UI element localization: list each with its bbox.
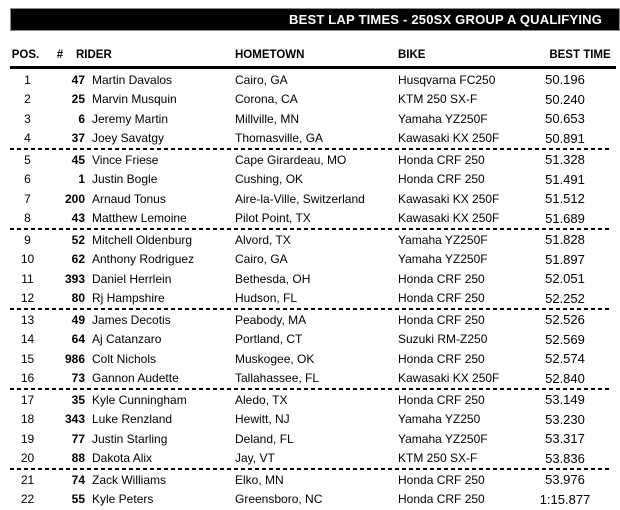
cell-num: 88 (71, 451, 85, 466)
table-row (10, 470, 610, 490)
cell-num: 37 (71, 131, 85, 146)
cell-hometown: Cairo, GA (235, 252, 288, 267)
table-row (10, 429, 610, 449)
cell-pos: 21 (20, 472, 35, 487)
cell-bike: Kawasaki KX 250F (398, 211, 500, 226)
cell-time: 51.897 (545, 251, 585, 267)
cell-num: 1 (78, 172, 85, 187)
cell-num: 74 (71, 472, 85, 487)
cell-hometown: Muskogee, OK (235, 351, 315, 366)
table-row (10, 230, 610, 250)
table-row (10, 129, 610, 149)
cell-num: 25 (71, 92, 85, 107)
title-bar (10, 8, 620, 31)
cell-pos: 9 (24, 232, 31, 247)
table-header-row (10, 45, 610, 65)
cell-bike: Honda CRF 250 (398, 351, 485, 366)
cell-num: 35 (71, 392, 85, 407)
table-row (10, 209, 610, 229)
cell-bike: Honda CRF 250 (398, 392, 485, 407)
cell-rider: Luke Renzland (92, 412, 173, 427)
cell-bike: Kawasaki KX 250F (398, 371, 500, 386)
cell-bike: Honda CRF 250 (398, 172, 485, 187)
cell-hometown: Cape Girardeau, MO (235, 152, 347, 167)
cell-num: 80 (71, 291, 85, 306)
cell-pos: 8 (24, 211, 31, 226)
cell-time: 51.491 (545, 171, 585, 187)
table-row (10, 289, 610, 309)
col-header-rider: RIDER (76, 49, 112, 61)
cell-time: 53.976 (545, 472, 585, 488)
table-row (10, 330, 610, 350)
col-header-bike: BIKE (398, 49, 426, 61)
cell-hometown: Hewitt, NJ (235, 412, 290, 427)
cell-pos: 15 (20, 351, 35, 366)
cell-pos: 22 (20, 492, 35, 507)
cell-rider: Jeremy Martin (92, 111, 169, 126)
table-row (10, 369, 610, 389)
cell-hometown: Tallahassee, FL (235, 371, 320, 386)
cell-pos: 3 (24, 111, 31, 126)
cell-rider: Marvin Musquin (92, 92, 177, 107)
cell-bike: KTM 250 SX-F (398, 92, 478, 107)
cell-pos: 6 (24, 172, 31, 187)
cell-bike: Yamaha YZ250F (398, 232, 488, 247)
cell-bike: Kawasaki KX 250F (398, 191, 500, 206)
col-header-hometown: HOMETOWN (235, 49, 305, 61)
cell-time: 51.828 (545, 232, 585, 248)
cell-hometown: Corona, CA (235, 92, 298, 107)
cell-bike: Suzuki RM-Z250 (398, 332, 488, 347)
cell-num: 43 (71, 211, 85, 226)
cell-rider: Vince Friese (92, 152, 159, 167)
cell-time: 52.840 (545, 370, 585, 386)
table-row (10, 250, 610, 270)
cell-pos: 10 (20, 252, 35, 267)
cell-num: 6 (78, 111, 85, 126)
cell-rider: Kyle Peters (92, 492, 154, 507)
cell-pos: 17 (20, 392, 35, 407)
table-row (10, 390, 610, 410)
cell-pos: 5 (24, 152, 31, 167)
cell-bike: Husqvarna FC250 (398, 72, 496, 87)
cell-pos: 1 (24, 72, 31, 87)
table-row (10, 449, 610, 469)
cell-bike: Honda CRF 250 (398, 492, 485, 507)
table-row (10, 90, 610, 110)
cell-num: 62 (71, 252, 85, 267)
col-header-best-time: BEST TIME (549, 49, 611, 61)
cell-rider: Matthew Lemoine (92, 211, 187, 226)
cell-time: 51.689 (545, 210, 585, 226)
cell-num: 343 (64, 412, 85, 427)
cell-rider: Arnaud Tonus (92, 191, 166, 206)
cell-num: 73 (71, 371, 85, 386)
cell-hometown: Pilot Point, TX (235, 211, 311, 226)
cell-time: 50.196 (545, 72, 585, 88)
cell-pos: 18 (20, 412, 35, 427)
cell-time: 52.051 (545, 271, 585, 287)
cell-rider: Justin Starling (92, 431, 168, 446)
cell-time: 53.836 (545, 450, 585, 466)
cell-num: 47 (71, 72, 85, 87)
cell-bike: Yamaha YZ250F (398, 111, 488, 126)
cell-rider: Aj Catanzaro (92, 332, 162, 347)
table-row (10, 189, 610, 209)
cell-bike: Honda CRF 250 (398, 152, 485, 167)
cell-rider: Colt Nichols (92, 351, 157, 366)
table-row (10, 269, 610, 289)
table-row (10, 410, 610, 430)
cell-time: 53.317 (545, 431, 585, 447)
cell-num: 986 (64, 351, 85, 366)
cell-hometown: Thomasville, GA (235, 131, 324, 146)
cell-hometown: Millville, MN (235, 111, 299, 126)
cell-bike: Kawasaki KX 250F (398, 131, 500, 146)
cell-hometown: Aledo, TX (235, 392, 288, 407)
cell-bike: Yamaha YZ250F (398, 252, 488, 267)
cell-num: 77 (71, 431, 85, 446)
header-rule (10, 66, 616, 69)
cell-bike: Yamaha YZ250F (398, 431, 488, 446)
cell-pos: 2 (24, 92, 31, 107)
cell-hometown: Alvord, TX (235, 232, 291, 247)
cell-time: 50.240 (545, 91, 585, 107)
cell-time: 52.574 (545, 351, 585, 367)
cell-bike: Honda CRF 250 (398, 271, 485, 286)
cell-num: 45 (71, 152, 85, 167)
cell-pos: 16 (20, 371, 35, 386)
cell-time: 53.149 (545, 392, 585, 408)
table-row (10, 150, 610, 170)
cell-bike: Honda CRF 250 (398, 472, 485, 487)
cell-hometown: Elko, MN (235, 472, 284, 487)
cell-hometown: Greensboro, NC (235, 492, 323, 507)
cell-hometown: Portland, CT (235, 332, 303, 347)
cell-time: 53.230 (545, 411, 585, 427)
table-row (10, 490, 610, 510)
cell-rider: Mitchell Oldenburg (92, 232, 193, 247)
cell-rider: Joey Savatgy (92, 131, 165, 146)
cell-num: 393 (64, 271, 85, 286)
cell-pos: 11 (21, 271, 34, 286)
cell-rider: Rj Hampshire (92, 291, 165, 306)
cell-time: 1:15.877 (539, 491, 591, 507)
cell-pos: 14 (20, 332, 35, 347)
cell-hometown: Peabody, MA (235, 312, 307, 327)
cell-num: 49 (71, 312, 85, 327)
cell-num: 55 (71, 492, 85, 507)
page-title: BEST LAP TIMES - 250SX GROUP A QUALIFYING (289, 12, 603, 27)
cell-bike: KTM 250 SX-F (398, 451, 478, 466)
table-row (10, 310, 610, 330)
cell-hometown: Jay, VT (235, 451, 275, 466)
cell-pos: 12 (20, 291, 35, 306)
cell-rider: Justin Bogle (92, 172, 158, 187)
cell-time: 51.328 (545, 152, 585, 168)
cell-pos: 20 (20, 451, 35, 466)
cell-pos: 7 (24, 191, 31, 206)
cell-num: 64 (71, 332, 85, 347)
table-row (10, 109, 610, 129)
cell-rider: Martin Davalos (92, 72, 173, 87)
cell-num: 200 (64, 191, 85, 206)
col-header-number: # (56, 49, 64, 61)
cell-time: 50.653 (545, 111, 585, 127)
cell-rider: Daniel Herrlein (92, 271, 172, 286)
cell-num: 52 (71, 232, 85, 247)
cell-hometown: Aire-la-Ville, Switzerland (235, 191, 365, 206)
table-row (10, 349, 610, 369)
table-body (10, 70, 610, 509)
cell-rider: Kyle Cunningham (92, 392, 187, 407)
cell-rider: Anthony Rodriguez (92, 252, 195, 267)
cell-time: 50.891 (545, 130, 585, 146)
cell-bike: Honda CRF 250 (398, 291, 485, 306)
cell-hometown: Deland, FL (235, 431, 294, 446)
cell-time: 52.526 (545, 312, 585, 328)
cell-pos: 19 (20, 431, 35, 446)
cell-pos: 4 (24, 131, 31, 146)
cell-pos: 13 (20, 312, 35, 327)
table-row (10, 70, 610, 90)
cell-hometown: Hudson, FL (235, 291, 298, 306)
cell-rider: James Decotis (92, 312, 171, 327)
cell-bike: Yamaha YZ250 (398, 412, 481, 427)
cell-rider: Dakota Alix (92, 451, 153, 466)
cell-bike: Honda CRF 250 (398, 312, 485, 327)
cell-time: 52.252 (545, 290, 585, 306)
cell-time: 51.512 (545, 191, 585, 207)
cell-hometown: Bethesda, OH (235, 271, 311, 286)
cell-rider: Gannon Audette (92, 371, 179, 386)
cell-hometown: Cairo, GA (235, 72, 288, 87)
cell-time: 52.569 (545, 331, 585, 347)
cell-hometown: Cushing, OK (235, 172, 304, 187)
cell-rider: Zack Williams (92, 472, 166, 487)
col-header-pos: POS. (11, 49, 40, 61)
table-row (10, 170, 610, 190)
